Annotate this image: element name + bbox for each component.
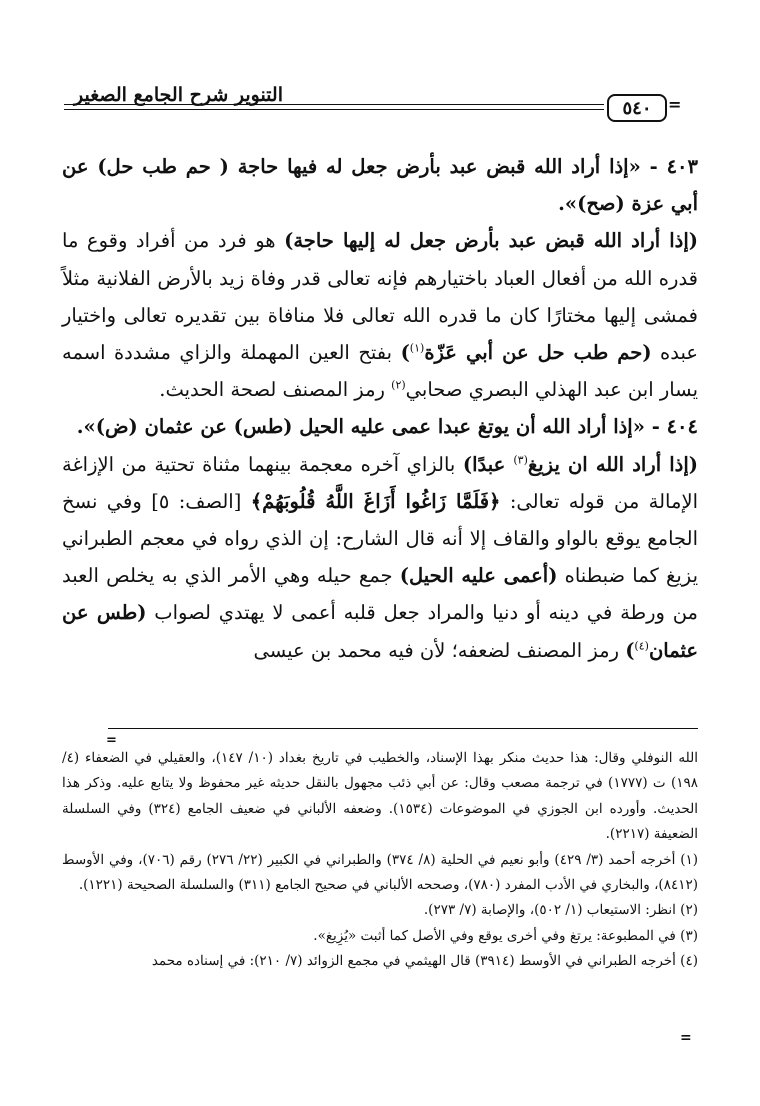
footnote-ref: (١) (409, 341, 425, 355)
paragraph (62, 222, 698, 408)
footnote-bottom-equals: = (680, 1030, 692, 1046)
bold-segment: ) (400, 341, 410, 365)
footnote-ref: (٤) (634, 639, 649, 653)
footnote: (٣) في المطبوعة: يرتغ وفي أخرى يوقع وفي الأصل كما أثبت «يُزِيغ». (313, 927, 698, 944)
footnotes-section (62, 746, 698, 975)
main-text-body (62, 148, 698, 669)
paragraph (62, 446, 698, 669)
running-header-title: التنوير شرح الجامع الصغير (74, 84, 283, 106)
footnote: (٤) أخرجه الطبراني في الأوسط (٣٩١٤) قال الهيثمي في مجمع الزوائد (٧/ ٢١٠): في إسناده محمد (151, 953, 698, 970)
footnote: (١) أخرجه أحمد (٣/ ٤٢٩) وأبو نعيم في الحلية (٨/ ٣٧٤) والطبراني في الكبير (٢٢/ ٢٧٦) رقم (٧٠٦)، وفي الأوسط (٨٤١٢)، والبخاري في الأدب المفرد (٧٨٠)، وصححه الألباني في صحيح الجامع (٣١١) والسلسلة الصحيحة (١٢٢١). (62, 851, 699, 894)
footnote-top-equals: = (106, 733, 117, 748)
paragraph (62, 408, 698, 445)
footnote: الله النوفلي وقال: هذا حديث منكر بهذا الإسناد، والخطيب في تاريخ بغداد (١٠/ ١٤٧)، والعقيلي في الضعفاء (٤/ ١٩٨) ت (١٧٧٧) في ترجمة مصعب وقال: عن أبي ذئب مجهول بالنقل حديثه غير محفوظ ولا يتابع عليه. وذكر هذا الحديث. وأورده ابن الجوزي في الموضوعات (١٥٣٤). وضعفه الألباني في ضعيف الجامع (٣٢٤) وفي السلسلة الضعيفة (٢٢١٧). (62, 750, 699, 843)
text-segment: رمز المصنف لصحة الحديث. (159, 378, 392, 402)
paragraph (62, 148, 698, 222)
bold-segment: (طس عن عثمان (62, 601, 698, 662)
header-rule-bottom (64, 109, 604, 110)
bold-segment: (حم طب حل عن أبي عَزّة (424, 341, 652, 365)
bold-segment: ٤٠٤ - «إذا أراد الله أن يوتغ عبدا عمى عليه الحيل (طس) عن عثمان (ض)». (76, 415, 698, 439)
bold-segment: ٤٠٣ - «إذا أراد الله قبض عبد بأرض جعل له فيها حاجة ( حم طب حل) عن أبي عزة (صح)». (62, 155, 698, 216)
footnote-ref: (٢) (391, 378, 406, 392)
text-segment: هو فرد من أفراد وقوع ما قدره الله من أفعال العباد باختيارهم فإنه تعالى قدر وفاة زيد بالأرض الفلانية مثلاً فمشى إليها مختارًا كان ما قدره الله تعالى فلا منافاة بين تقديره تعالى واختيار عبده (62, 229, 699, 365)
text-segment: [الصف: ٥] وفي نسخ الجامع يوقع بالواو والقاف إلا أنه قال الشارح: إن الذي رواه في معجم الطبراني يزيغ كما ضبطناه (62, 489, 698, 588)
bold-segment: ﴿فَلَمَّا زَاغُوا أَزَاغَ اللَّهُ قُلُوبَهُمْ﴾ (250, 489, 501, 513)
footnote-ref: (٣) (513, 453, 528, 467)
text-segment: رمز المصنف لضعفه؛ لأن فيه محمد بن عيسى (253, 638, 626, 662)
header-equals-mark: = (668, 95, 682, 114)
footnote-separator (108, 728, 698, 729)
bold-segment: (إذا أراد الله ان يزيغ (527, 452, 698, 476)
bold-segment: عبدًا) (462, 452, 514, 476)
bold-segment: (أعمى عليه الحيل) (399, 564, 558, 588)
bold-segment: ) (625, 638, 635, 662)
footnote: (٢) انظر: الاستيعاب (١/ ٥٠٢)، والإصابة (٧/ ٢٧٣). (423, 902, 698, 919)
text-segment: جمع حيله وهي الأمر الذي به يخلص العبد من ورطة في دينه أو دنيا والمراد جعل قلبه أعمى لا يهتدي لصواب (62, 564, 698, 625)
text-segment: بالزاي آخره معجمة بينهما مثناة تحتية من الإزاغة الإمالة من قوله تعالى: (62, 452, 698, 513)
text-segment: بفتح العين المهملة والزاي مشددة اسمه يسار ابن عبد الهذلي البصري صحابي (62, 341, 698, 402)
header-rule-top (64, 104, 604, 105)
bold-segment: (إذا أراد الله قبض عبد بأرض جعل له إليها حاجة) (284, 229, 698, 253)
page-number-box (607, 94, 667, 122)
page-number: ٥٤٠ (622, 97, 652, 119)
